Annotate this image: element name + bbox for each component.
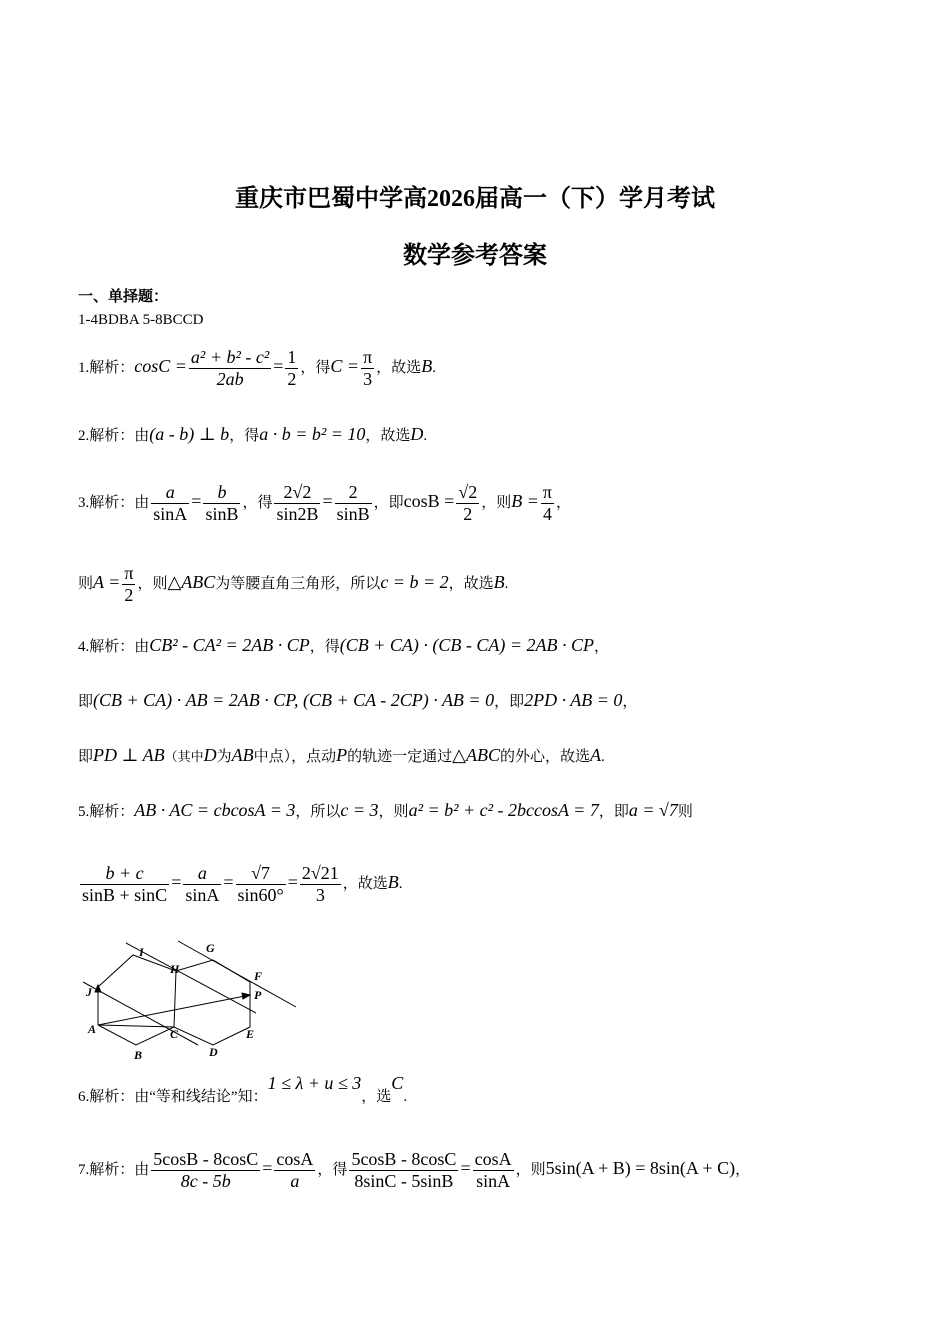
q3-frac-b: $\frac{b}{\sin B}$	[205, 482, 239, 525]
q3-frac-d: $\frac{2}{\sin B}$	[336, 482, 370, 525]
q7-frac-d: $\frac{\cos A}{\sin A}$	[474, 1149, 512, 1192]
figure-label-a: A	[88, 1022, 97, 1036]
q2-line: 2.解析：由(a - b) ⊥ b，得a · b = b² = 10，故选D.	[78, 424, 428, 444]
section-heading: 一、单择题：	[78, 287, 169, 305]
q1-answer: B	[421, 356, 433, 376]
figure-label-f: F	[254, 969, 263, 983]
page-subtitle: 数学参考答案	[403, 243, 547, 269]
q7-frac-a: $\frac{5\cos B - 8\cos C}{8c - 5b}$	[153, 1149, 259, 1192]
q5-line: 5.解析：AB · AC = cbcosA = 3，所以c = 3，则a² = b² + c² - 2bccosA = 7，即a = √7则	[78, 800, 693, 820]
q5b-frac-c: $\frac{√7}{\sin 60^\circ}$	[237, 863, 284, 906]
figure-hc	[174, 971, 176, 1027]
figure-label-p: P	[254, 988, 262, 1002]
q4-line: 4.解析：由CB² - CA² = 2AB · CP，得(CB + CA) · (CB - CA) = 2AB · CP，	[78, 635, 609, 655]
figure-label-j: J	[86, 985, 92, 999]
q1-fraction: $\frac{\text{a² + b² - c²}}{2ab}$	[190, 347, 270, 390]
figure-label-c: C	[170, 1027, 179, 1041]
q3-frac-f: $\frac{\pi}{4}$	[542, 482, 552, 525]
q6-expr: 1 ≤ λ + u ≤ 3	[267, 1073, 362, 1093]
q3-frac-e: $\frac{√2}{2}$	[458, 482, 478, 525]
q4c-line: 即PD ⊥ AB（其中D为AB中点），点动P的轨迹一定通过△ABC的外心，故选A.	[78, 745, 605, 765]
q1-label: 1.解析：	[78, 360, 135, 376]
q2-answer: D	[410, 424, 424, 444]
q3b-line: 则A = $\frac{\pi}{2}$ ，则△ABC为等腰直角三角形，所以c = b = 2，故选B.	[78, 563, 509, 606]
q4-expr: CB² - CA² = 2AB · CP	[149, 635, 310, 655]
q3-answer: B	[493, 572, 505, 592]
answer-key: 1-4BDBA 5-8BCCD	[78, 312, 204, 328]
figure-label-h: H	[170, 962, 180, 976]
q4b-expr2: 2PD · AB = 0	[524, 690, 623, 710]
q3-frac-a: $\frac{a}{\sin A}$	[153, 482, 188, 525]
q2-expr2: a · b = b² = 10	[259, 424, 366, 444]
q4-expr2: (CB + CA) · (CB - CA) = 2AB · CP	[339, 635, 594, 655]
q1-pi-third: $\frac{\pi}{3}$	[363, 347, 373, 390]
figure-gf	[213, 960, 250, 982]
q3-line: 3.解析：由 $\frac{a}{\sin A}$ = $\frac{b}{\sin B}$ ，得 $\frac{2√2}{\sin 2B}$ = $\frac{2}{\sin B}$ ，即cosB = $\frac{√2}{2}$ ，则B = $\frac{\pi}{4}$ ，	[78, 482, 571, 525]
q7-frac-b: $\frac{\cos A}{a}$	[276, 1149, 314, 1192]
q4-answer: A	[590, 745, 602, 765]
q7-line: 7.解析：由 $\frac{5\cos B - 8\cos C}{8c - 5b}$ = $\frac{\cos A}{a}$ ，得 $\frac{5\cos B - 8\cos C}{8\sin C - 5\sin B}$ = $\frac{\cos A}{\sin A}$ ，则5sin(A + B) = 8sin(A + C)，	[78, 1149, 751, 1192]
q6-answer: C	[391, 1073, 404, 1093]
q1-lhs: cosC =	[134, 356, 187, 376]
q6-line: 6.解析：由“等和线结论”知：1 ≤ λ + u ≤ 3，选C.	[78, 1073, 408, 1105]
q2-expr: (a - b) ⊥ b	[149, 424, 230, 444]
hexagon-figure	[78, 935, 303, 1065]
q3b-frac: $\frac{\pi}{2}$	[124, 563, 134, 606]
q7-frac-c: $\frac{5\cos B - 8\cos C}{8\sin C - 5\sin B}$	[351, 1149, 457, 1192]
q3-frac-c: $\frac{2√2}{\sin 2B}$	[276, 482, 319, 525]
page-title: 重庆市巴蜀中学高2026届高一（下）学月考试	[235, 186, 715, 212]
q5b-frac-d: $\frac{2√21}{3}$	[301, 863, 339, 906]
figure-arrow-p	[242, 993, 250, 999]
figure-label-d: D	[209, 1045, 218, 1059]
figure-label-i: I	[139, 945, 144, 959]
figure-label-b: B	[134, 1048, 143, 1062]
figure-label-e: E	[246, 1027, 255, 1041]
q5-answer: B	[387, 872, 399, 892]
q7-expr: 5sin(A + B) = 8sin(A + C)	[545, 1158, 736, 1178]
figure-line-2	[126, 943, 256, 1013]
q5b-frac-b: $\frac{a}{\sin A}$	[185, 863, 220, 906]
q4b-expr: (CB + CA) · AB = 2AB · CP, (CB + CA - 2CP) · AB = 0	[93, 690, 495, 710]
q5b-frac-a: $\frac{b + c}{\sin B + \sin C}$	[82, 863, 168, 906]
q5b-line: $\frac{b + c}{\sin B + \sin C}$ = $\frac{a}{\sin A}$ = $\frac{√7}{\sin 60^\circ}$ = $\frac{2√21}{3}$ ，故选B.	[82, 863, 403, 906]
q1-line: 1.解析：cosC = $\frac{\text{a² + b² - c²}}{2ab}$ = $\frac{1}{2}$ ，得C = $\frac{\pi}{3}$ ，故选B.	[78, 347, 436, 390]
q1-half: $\frac{1}{2}$	[287, 347, 297, 390]
figure-label-g: G	[206, 941, 215, 955]
q4b-line: 即(CB + CA) · AB = 2AB · CP, (CB + CA - 2CP) · AB = 0，即2PD · AB = 0，	[78, 690, 638, 710]
